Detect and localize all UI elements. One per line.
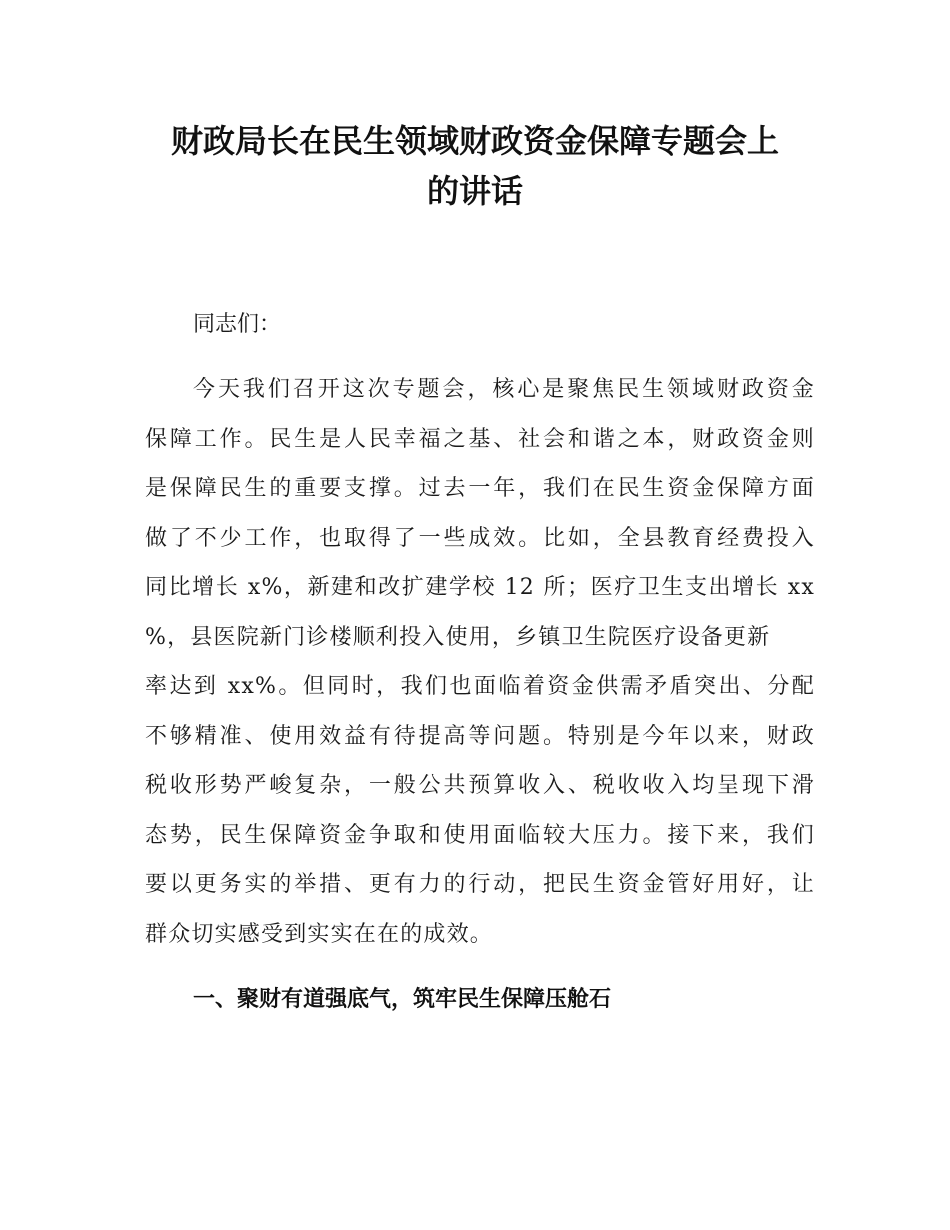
paragraph-line: %，县医院新门诊楼顺利投入使用，乡镇卫生院医疗设备更新 (145, 624, 771, 650)
paragraph-line: 是保障民生的重要支撑。过去一年，我们在民生资金保障方面 (145, 476, 815, 501)
paragraph-line: 率达到 xx%。但同时，我们也面临着资金供需矛盾突出、分配 (145, 674, 815, 699)
paragraph-line: 今天我们召开这次专题会，核心是聚焦民生领域财政资金 (193, 377, 815, 402)
salutation: 同志们： (193, 312, 282, 337)
paragraph-line: 不够精准、使用效益有待提高等问题。特别是今年以来，财政 (145, 723, 815, 749)
paragraph-line: 同比增长 x%，新建和改扩建学校 12 所；医疗卫生支出增长 xx (145, 575, 815, 600)
paragraph-line: 群众切实感受到实实在在的成效。 (145, 921, 494, 947)
document-title (130, 116, 820, 216)
section-heading: 一、聚财有道强底气，筑牢民生保障压舱石 (193, 987, 612, 1012)
paragraph-line: 税收形势严峻复杂，一般公共预算收入、税收收入均呈现下滑 (145, 773, 815, 798)
paragraph-line: 要以更务实的举措、更有力的行动，把民生资金管好用好，让 (145, 872, 815, 897)
title-line-1: 财政局长在民生领域财政资金保障专题会上 (170, 122, 779, 160)
paragraph-line: 保障工作。民生是人民幸福之基、社会和谐之本，财政资金则 (145, 426, 815, 452)
paragraph-line: 做了不少工作，也取得了一些成效。比如，全县教育经费投入 (145, 525, 815, 551)
body-paragraph (145, 370, 815, 964)
title-line-2: 的讲话 (426, 172, 523, 210)
paragraph-line: 态势，民生保障资金争取和使用面临较大压力。接下来，我们 (145, 822, 815, 848)
